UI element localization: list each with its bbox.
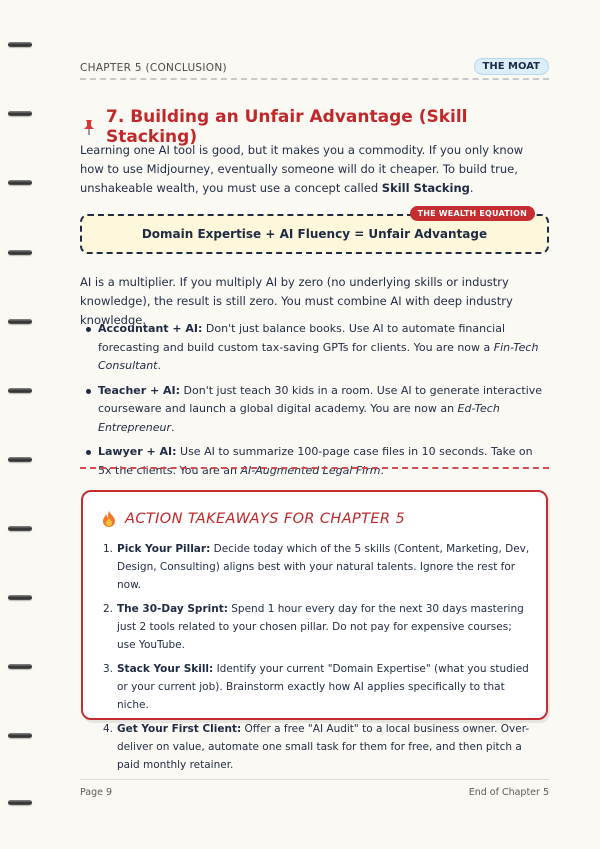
- list-item: [80, 382, 549, 438]
- example-role: Ed-Tech Entrepreneur: [98, 402, 500, 434]
- example-text: Don't just teach 30 kids in a room. Use AI to generate interactive courseware and launch a global digital academy. You are now an: [98, 383, 543, 415]
- example-end: .: [171, 420, 175, 434]
- item-number: 4.: [103, 723, 114, 735]
- binding-ring: [8, 319, 32, 324]
- intro-text-end: .: [469, 181, 474, 195]
- example-role: AI-Augmented Legal Firm: [240, 463, 381, 477]
- binding-ring: [8, 180, 32, 185]
- chapter-label: CHAPTER 5 (CONCLUSION): [80, 62, 227, 74]
- binding-ring: [8, 800, 32, 805]
- item-text: Decide today which of the 5 skills (Content, Marketing, Dev, Design, Consulting) aligns best with your natural talents. Ignore the rest for now.: [117, 543, 530, 591]
- binding-ring: [8, 457, 32, 462]
- list-item: [80, 320, 549, 376]
- item-label: Stack Your Skill:: [117, 663, 214, 675]
- list-item: [103, 660, 533, 714]
- binding-ring: [8, 42, 32, 47]
- list-item: [103, 540, 533, 594]
- section-title-text: 7. Building an Unfair Advantage (Skill Stacking): [106, 107, 468, 147]
- wealth-equation-box: [80, 209, 549, 254]
- equation-tag: THE WEALTH EQUATION: [410, 206, 535, 221]
- binding-ring: [8, 111, 32, 116]
- notebook-page: [80, 0, 549, 849]
- intro-emphasis: Skill Stacking: [381, 181, 470, 195]
- item-text: Spend 1 hour every day for the next 30 days mastering just 2 tools related to your chosen pillar. Do not pay for expensive courses; use YouTube.: [117, 603, 524, 651]
- multiplier-paragraph: AI is a multiplier. If you multiply AI by zero (no underlying skills or industry knowledge), the result is still zero. You must combine AI with deep industry knowledge.: [80, 275, 513, 327]
- item-text: Identify your current "Domain Expertise" (what you studied or your current job). Brainstorm exactly how AI applies specifically to that niche.: [117, 663, 529, 711]
- spiral-binding: [8, 0, 34, 849]
- item-text: Offer a free "AI Audit" to a local business owner. Over-deliver on value, automate one small task for them for free, and then pitch a paid monthly retainer.: [117, 723, 530, 771]
- binding-ring: [8, 595, 32, 600]
- page-number: Page 9: [80, 787, 113, 798]
- item-number: 3.: [103, 663, 114, 675]
- list-item: [103, 720, 533, 774]
- binding-ring: [8, 733, 32, 738]
- list-item: [103, 600, 533, 654]
- item-label: Get Your First Client:: [117, 723, 242, 735]
- item-number: 2.: [103, 603, 114, 615]
- examples-list: [80, 320, 549, 486]
- chapter-end-label: End of Chapter 5: [468, 787, 549, 798]
- example-label: Lawyer + AI:: [98, 445, 177, 458]
- binding-ring: [8, 388, 32, 393]
- example-text: Don't just balance books. Use AI to automate financial forecasting and build custom tax-saving GPTs for clients. You are now a: [98, 322, 506, 354]
- fire-icon: [101, 510, 117, 528]
- pushpin-icon: [80, 118, 98, 136]
- example-label: Accountant + AI:: [98, 322, 203, 335]
- example-text: Use AI to summarize 100-page case files in 10 seconds. Take on 5x the clients. You are an: [98, 445, 533, 477]
- intro-paragraph: [80, 141, 549, 198]
- equation-text: Domain Expertise + AI Fluency = Unfair Advantage: [141, 227, 488, 241]
- page-header: [80, 58, 549, 80]
- action-takeaways-card: [81, 490, 548, 771]
- example-end: .: [380, 463, 384, 477]
- example-role: Fin-Tech Consultant: [98, 340, 539, 372]
- takeaways-list: [103, 540, 533, 780]
- item-label: Pick Your Pillar:: [117, 543, 211, 555]
- section-divider: [80, 467, 549, 469]
- example-end: .: [157, 359, 161, 372]
- binding-ring: [8, 526, 32, 531]
- example-label: Teacher + AI:: [98, 383, 181, 397]
- item-number: 1.: [103, 543, 114, 555]
- takeaways-heading: [101, 510, 405, 528]
- intro-text: Learning one AI tool is good, but it makes you a commodity. If you only know how to use Midjourney, eventually someone will do it cheaper. To build true, unshakeable wealth, you must use a concept called: [80, 143, 524, 195]
- page-footer: [80, 779, 549, 801]
- binding-ring: [8, 250, 32, 255]
- section-badge: THE MOAT: [474, 58, 549, 75]
- list-item: [80, 443, 549, 480]
- item-label: The 30-Day Sprint:: [117, 603, 228, 615]
- takeaways-title: ACTION TAKEAWAYS FOR CHAPTER 5: [125, 511, 406, 527]
- binding-ring: [8, 664, 32, 669]
